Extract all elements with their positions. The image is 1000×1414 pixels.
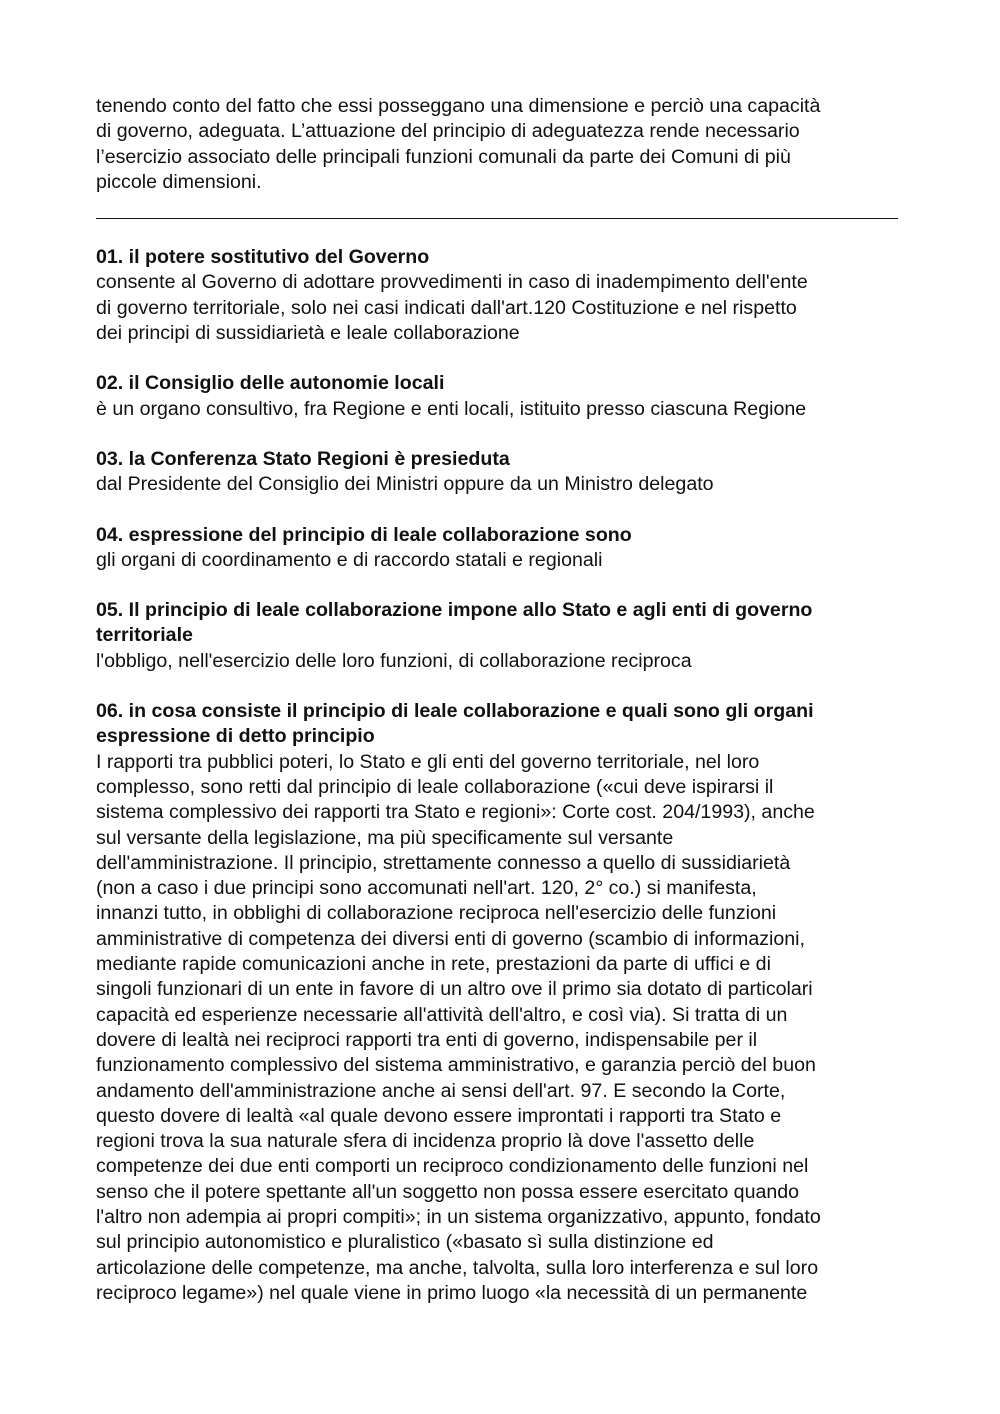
question-02: 02. il Consiglio delle autonomie locali — [96, 372, 445, 395]
answer-04: gli organi di coordinamento e di raccordo statali e regionali — [96, 548, 603, 571]
qa-item-02 — [96, 371, 902, 422]
answer-03: dal Presidente del Consiglio dei Ministri oppure da un Ministro delegato — [96, 473, 714, 496]
answer-06: I rapporti tra pubblici poteri, lo Stato e gli enti del governo territoriale, nel loro complesso, sono retti dal principio di leale collaborazione («cui deve ispirarsi il sistema complessivo dei rapporti tra Stato e regioni»: Corte cost. 204/1993), anche sul versante della legislazione, ma più specificamente sul versante dell'amministrazione. Il principio, strettamente connesso a quello di sussidiarietà (non a caso i due principi sono accomunati nell'art. 120, 2° co.) si manifesta, innanzi tutto, in obblighi di collaborazione reciproca nell'esercizio delle funzioni amministrative di competenza dei diversi enti di governo (scambio di informazioni, mediante rapide comunicazioni anche in rete, prestazioni da parte di uffici e di singoli funzionari di un ente in favore di un altro ove il primo sia dotato di particolari capacità ed esperienze necessarie all'attività dell'altro, e così via). Si tratta di un dovere di lealtà nei reciproci rapporti tra enti di governo, indispensabile per il funzionamento complessivo del sistema amministrativo, e garanzia perciò del buon andamento dell'amministrazione anche ai sensi dell'art. 97. E secondo la Corte, questo dovere di lealtà «al quale devono essere improntati i rapporti tra Stato e regioni trova la sua naturale sfera di incidenza proprio là dove l'assetto delle competenze dei due enti comporti un reciproco condizionamento delle funzioni nel senso che il potere spettante all'un soggetto non possa essere esercitato quando l'altro non adempia ai propri compiti»; in un sistema organizzativo, appunto, fondato sul principio autonomistico e pluralistico («basato sì sulla distinzione ed articolazione delle competenze, ma anche, talvolta, sulla loro interferenza e sul loro reciproco legame») nel quale viene in primo luogo «la necessità di un permanente — [96, 750, 821, 1304]
qa-item-03 — [96, 447, 902, 498]
intro-paragraph: tenendo conto del fatto che essi posseggano una dimensione e perciò una capacità di governo, adeguata. L’attuazione del principio di adeguatezza rende necessario l’esercizio associato delle principali funzioni comunali da parte dei Comuni di più piccole dimensioni. — [96, 95, 821, 193]
question-04: 04. espressione del principio di leale collaborazione sono — [96, 523, 632, 546]
qa-item-04 — [96, 523, 902, 574]
document-page — [96, 94, 902, 1306]
section-divider — [96, 218, 898, 219]
question-01: 01. il potere sostitutivo del Governo — [96, 246, 430, 269]
question-03: 03. la Conferenza Stato Regioni è presieduta — [96, 447, 510, 470]
qa-item-06 — [96, 699, 902, 1306]
answer-02: è un organo consultivo, fra Regione e enti locali, istituito presso ciascuna Regione — [96, 397, 807, 420]
answer-05: l'obbligo, nell'esercizio delle loro funzioni, di collaborazione reciproca — [96, 649, 692, 672]
answer-01: consente al Governo di adottare provvedimenti in caso di inadempimento dell'ente di governo territoriale, solo nei casi indicati dall'art.120 Costituzione e nel rispetto dei principi di sussidiarietà e leale collaborazione — [96, 271, 808, 345]
question-05: 05. Il principio di leale collaborazione impone allo Stato e agli enti di governo territoriale — [96, 599, 813, 647]
qa-item-05 — [96, 598, 902, 674]
qa-item-01 — [96, 245, 902, 346]
question-06: 06. in cosa consiste il principio di leale collaborazione e quali sono gli organi espressione di detto principio — [96, 700, 814, 748]
